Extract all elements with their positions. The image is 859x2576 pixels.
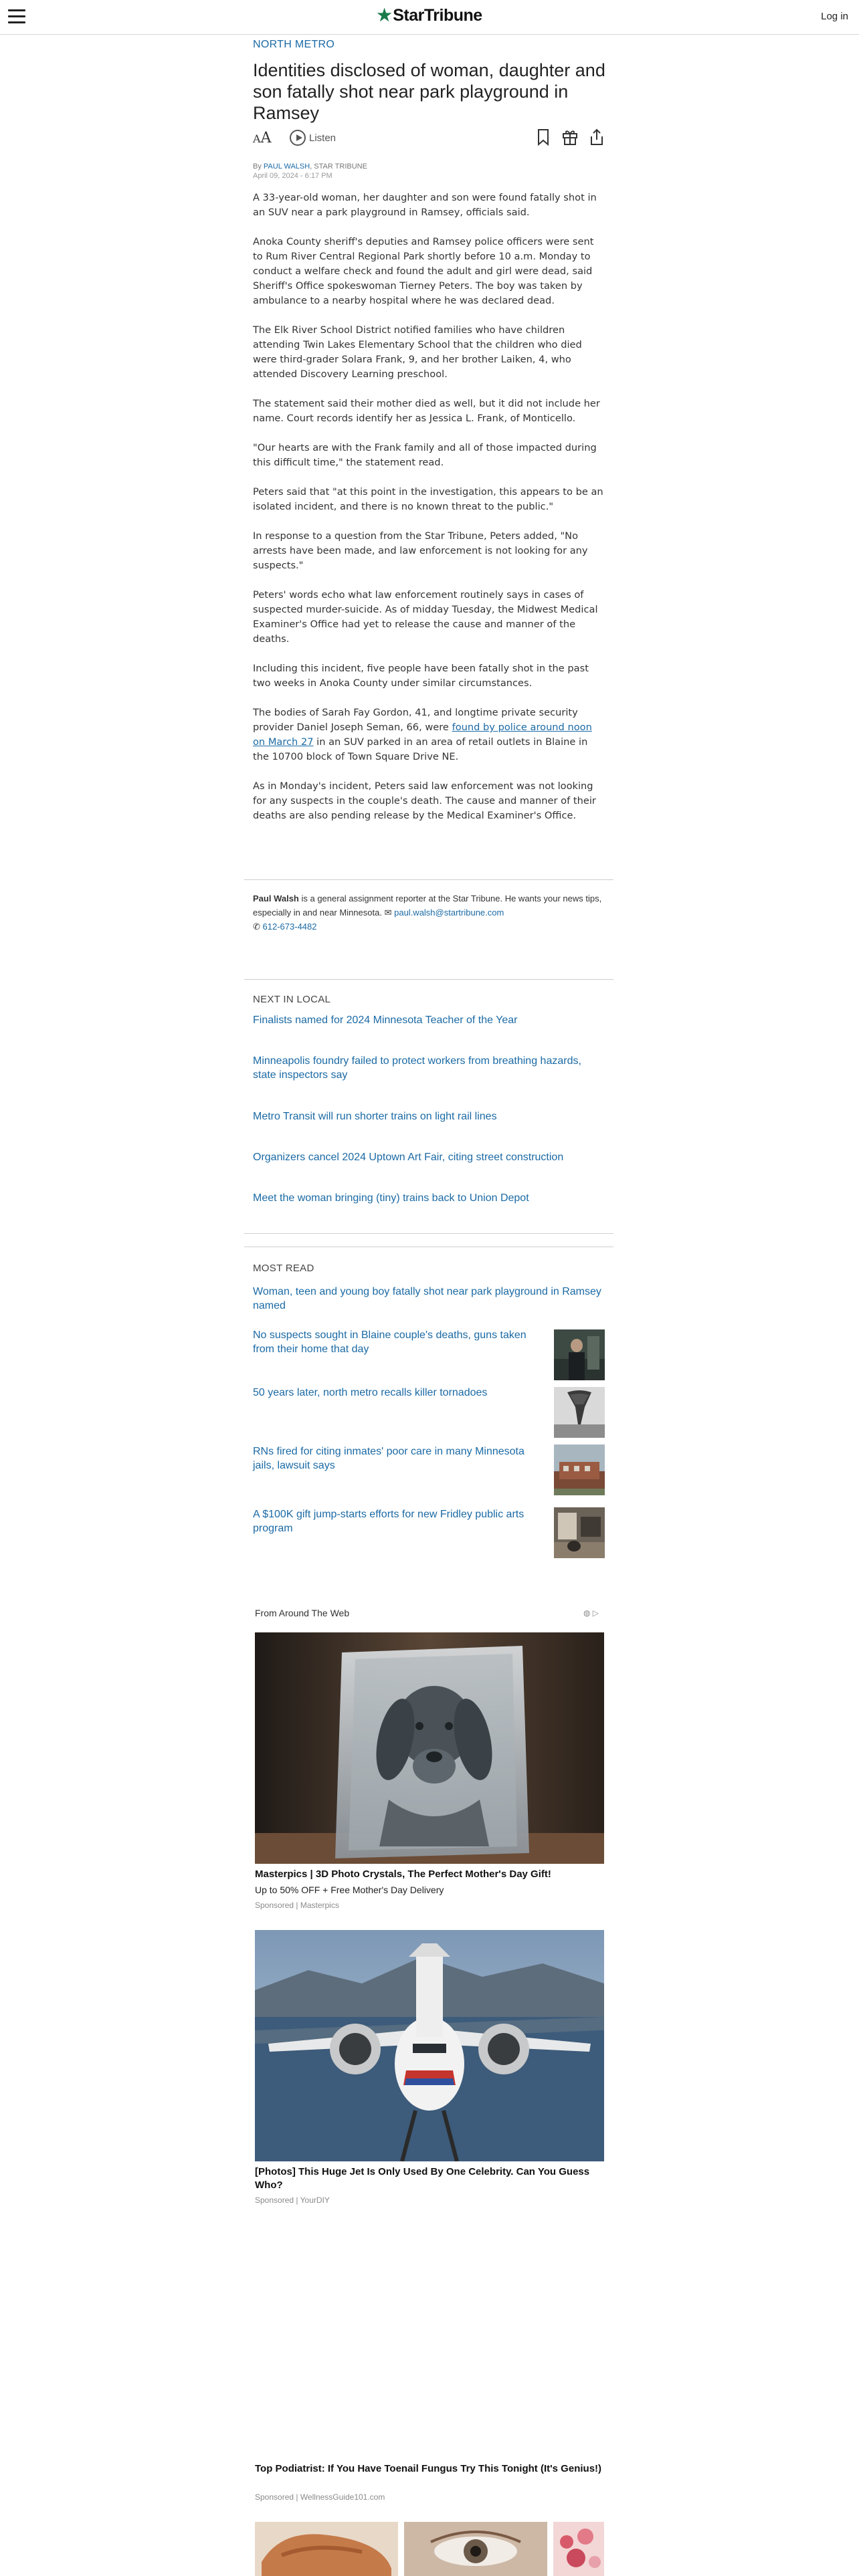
divider xyxy=(244,1233,613,1234)
ads-heading: From Around The Web xyxy=(255,1608,350,1618)
paragraph: The bodies of Sarah Fay Gordon, 41, and longtime private security provider Daniel Joseph Seman, 66, were found by police around noon on March 27 in an SUV parked in an area of retail outlets in Blaine in the 10700 block of Town Square Drive NE. xyxy=(253,707,592,762)
ad-image[interactable] xyxy=(404,2522,547,2576)
author-link[interactable]: PAUL WALSH xyxy=(263,163,310,171)
paragraph: Including this incident, five people have been fatally shot in the past two weeks in Anoka County under similar circumstances. xyxy=(253,663,589,689)
author-phone[interactable]: 612-673-4482 xyxy=(262,922,317,932)
next-in-local-item[interactable]: Meet the woman bringing (tiny) trains back to Union Depot xyxy=(253,1192,529,1204)
most-read-thumbnail[interactable] xyxy=(554,1444,605,1495)
article-headline: Identities disclosed of woman, daughter and son fatally shot near park playground in Ramsey xyxy=(253,60,605,123)
next-in-local-item[interactable]: Minneapolis foundry failed to protect workers from breathing hazards, state inspectors say xyxy=(253,1055,581,1081)
star-icon: ★ xyxy=(377,6,392,25)
next-in-local-item[interactable]: Organizers cancel 2024 Uptown Art Fair, citing street construction xyxy=(253,1152,564,1163)
ad-choices-icon[interactable]: ◍ ▷ xyxy=(583,1608,599,1618)
next-in-local-heading: NEXT IN LOCAL xyxy=(253,994,331,1005)
most-read-thumbnail[interactable] xyxy=(554,1387,605,1438)
byline: By PAUL WALSH, STAR TRIBUNE xyxy=(253,163,367,171)
most-read-thumbnail[interactable] xyxy=(554,1507,605,1558)
phone-icon: ✆ xyxy=(253,922,260,932)
top-bar xyxy=(0,0,859,35)
next-in-local-item[interactable]: Metro Transit will run shorter trains on light rail lines xyxy=(253,1111,497,1122)
most-read-thumbnail[interactable] xyxy=(554,1329,605,1380)
most-read-item[interactable]: Woman, teen and young boy fatally shot near park playground in Ramsey named xyxy=(253,1286,601,1311)
most-read-item[interactable]: No suspects sought in Blaine couple's deaths, guns taken from their home that day xyxy=(253,1329,527,1355)
most-read-item[interactable]: RNs fired for citing inmates' poor care in many Minnesota jails, lawsuit says xyxy=(253,1446,524,1471)
article-body xyxy=(253,191,606,838)
section-label[interactable]: NORTH METRO xyxy=(253,39,335,50)
play-icon xyxy=(290,130,306,146)
ad-image[interactable] xyxy=(553,2522,604,2576)
gift-icon[interactable] xyxy=(561,127,579,147)
email-icon: ✉ xyxy=(384,907,392,918)
listen-button[interactable]: Listen xyxy=(290,130,336,146)
ad-image[interactable] xyxy=(255,1930,604,2161)
most-read-item[interactable]: 50 years later, north metro recalls killer tornadoes xyxy=(253,1387,488,1398)
paragraph: "Our hearts are with the Frank family and all of those impacted during this difficult time," the statement read. xyxy=(253,442,597,468)
ad-title[interactable]: [Photos] This Huge Jet Is Only Used By One Celebrity. Can You Guess Who? xyxy=(255,2166,590,2191)
article-toolbar xyxy=(253,127,606,151)
most-read-item[interactable]: A $100K gift jump-starts efforts for new Fridley public arts program xyxy=(253,1509,524,1534)
paragraph: A 33-year-old woman, her daughter and son were found fatally shot in an SUV near a park playground in Ramsey, officials said. xyxy=(253,192,597,218)
ad-image[interactable] xyxy=(255,2522,398,2576)
paragraph: As in Monday's incident, Peters said law enforcement was not looking for any suspects in the couple's death. The cause and manner of their deaths are also pending release by the Medical Examiner's Office. xyxy=(253,780,596,821)
bookmark-icon[interactable] xyxy=(534,127,553,147)
most-read-heading: MOST READ xyxy=(253,1263,314,1274)
paragraph: The Elk River School District notified families who have children attending Twin Lakes Elementary School that the children who died were third-grader Solara Frank, 9, and her brother Laiken, 4, who attended Discovery Learning preschool. xyxy=(253,324,582,380)
login-link[interactable]: Log in xyxy=(821,11,848,22)
share-icon[interactable] xyxy=(587,127,606,147)
ad-image[interactable] xyxy=(255,1632,604,1864)
ad-subtitle: Up to 50% OFF + Free Mother's Day Delivery xyxy=(255,1885,444,1895)
publish-date: April 09, 2024 - 6:17 PM xyxy=(253,172,332,180)
author-bio: Paul Walsh is a general assignment reporter at the Star Tribune. He wants your news tips, especially in and near Minnesota. ✉ paul.walsh@startribune.com ✆ 612-673-4482 xyxy=(253,893,602,932)
ad-source[interactable]: Sponsored | WellnessGuide101.com xyxy=(255,2492,385,2502)
divider xyxy=(244,979,613,980)
next-in-local-item[interactable]: Finalists named for 2024 Minnesota Teacher of the Year xyxy=(253,1014,518,1026)
paragraph: Peters said that "at this point in the investigation, this appears to be an isolated incident, and there is no known threat to the public." xyxy=(253,486,603,512)
paragraph: The statement said their mother died as well, but it did not include her name. Court records identify her as Jessica L. Frank, of Monticello. xyxy=(253,398,600,424)
ad-source[interactable]: Sponsored | YourDIY xyxy=(255,2195,330,2205)
paragraph: Peters' words echo what law enforcement routinely says in cases of suspected murder-suicide. As of midday Tuesday, the Midwest Medical Examiner's Office had yet to release the cause and manner of the deaths. xyxy=(253,589,598,645)
bio-author-name: Paul Walsh xyxy=(253,893,299,903)
font-size-button[interactable]: AA xyxy=(253,130,272,146)
paragraph: In response to a question from the Star Tribune, Peters added, "No arrests have been made, and law enforcement is not looking for any suspects." xyxy=(253,530,588,571)
paragraph: Anoka County sheriff's deputies and Ramsey police officers were sent to Rum River Central Regional Park shortly before 10 a.m. Monday to conduct a welfare check and found the adult and girl were dead, said Sheriff's Office spokeswoman Tierney Peters. The boy was taken by ambulance to a nearby hospital where he was declared dead. xyxy=(253,236,594,306)
author-email[interactable]: paul.walsh@startribune.com xyxy=(394,907,504,918)
ad-source[interactable]: Sponsored | Masterpics xyxy=(255,1901,339,1910)
inline-article-link[interactable]: found by police around noon on March 27 xyxy=(253,722,592,748)
ad-title[interactable]: Masterpics | 3D Photo Crystals, The Perfect Mother's Day Gift! xyxy=(255,1868,551,1880)
ad-title[interactable]: Top Podiatrist: If You Have Toenail Fungus Try This Tonight (It's Genius!) xyxy=(255,2463,602,2474)
site-logo[interactable]: ★StarTribune xyxy=(377,6,482,25)
divider xyxy=(244,879,613,880)
